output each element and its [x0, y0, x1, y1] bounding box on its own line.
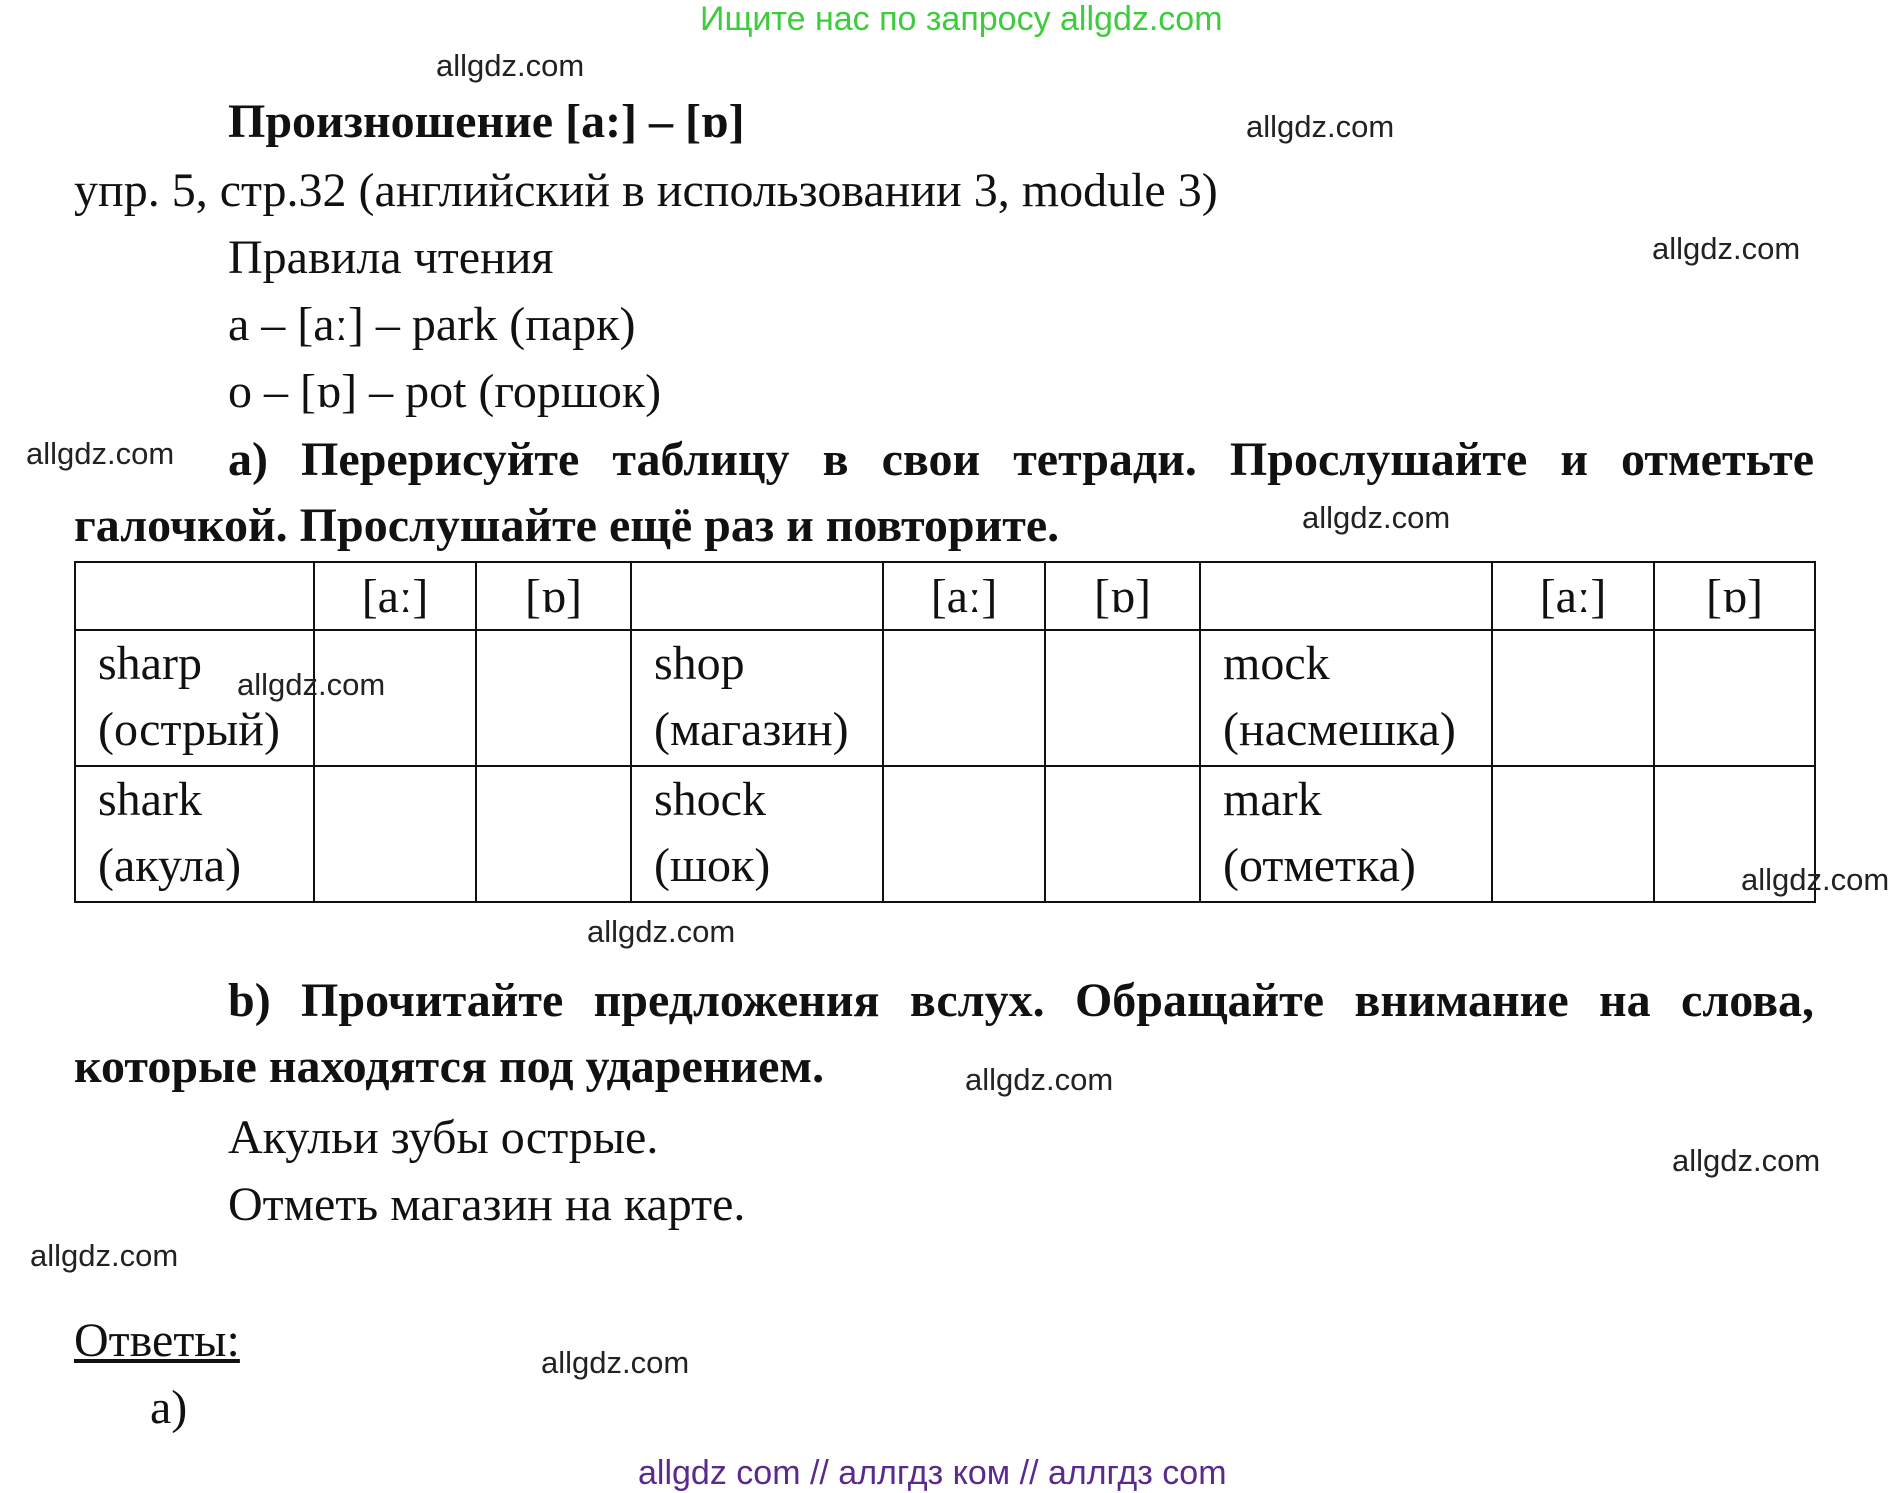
watermark: allgdz.com: [587, 914, 736, 949]
check-cell-o-short[interactable]: [1045, 766, 1200, 902]
header-cell-empty: [631, 562, 883, 630]
table-header-row: [75, 562, 1815, 630]
answers-label: Ответы:: [74, 1314, 240, 1367]
check-cell-o-short[interactable]: [476, 766, 631, 902]
word-translation: (насмешка): [1223, 703, 1456, 756]
word-translation: (акула): [98, 839, 242, 892]
word-english: sharp: [98, 637, 202, 690]
word-translation: (магазин): [654, 703, 849, 756]
task-b-instructions: b) Прочитайте предложения вслух. Обращайте внимание на слова, которые находятся под ударением.: [74, 974, 1814, 1093]
sentence-2: Отметь магазин на карте.: [228, 1178, 746, 1231]
watermark: allgdz.com: [237, 667, 386, 702]
word-cell: [1200, 766, 1492, 902]
word-english: mark: [1223, 773, 1322, 826]
word-english: shop: [654, 637, 745, 690]
header-cell-a-long: [aː]: [1492, 562, 1654, 630]
table-row: [75, 766, 1815, 902]
check-cell-o-short[interactable]: [476, 630, 631, 766]
watermark: allgdz.com: [541, 1345, 690, 1380]
phonetics-table: [74, 561, 1816, 903]
header-cell-empty: [1200, 562, 1492, 630]
word-english: mock: [1223, 637, 1330, 690]
check-cell-o-short[interactable]: [1654, 630, 1815, 766]
word-translation: (отметка): [1223, 839, 1416, 892]
word-cell: [1200, 630, 1492, 766]
watermark: allgdz.com: [1302, 500, 1451, 535]
rules-heading: Правила чтения: [228, 231, 554, 284]
sentence-1: Акульи зубы острые.: [228, 1111, 659, 1164]
word-english: shock: [654, 773, 766, 826]
check-cell-a-long[interactable]: [883, 630, 1045, 766]
check-cell-a-long[interactable]: [1492, 766, 1654, 902]
check-cell-o-short[interactable]: [1045, 630, 1200, 766]
check-cell-a-long[interactable]: [883, 766, 1045, 902]
bottom-banner[interactable]: allgdz com // аллгдз ком // аллгдз com: [638, 1454, 1227, 1492]
header-cell-o-short: [ɒ]: [1654, 562, 1815, 630]
word-translation: (шок): [654, 839, 771, 892]
watermark: allgdz.com: [965, 1062, 1114, 1097]
watermark: allgdz.com: [1246, 109, 1395, 144]
rule-line-o: o – [ɒ] – pot (горшок): [228, 365, 662, 418]
watermark: allgdz.com: [1652, 231, 1801, 266]
watermark: allgdz.com: [30, 1238, 179, 1273]
answers-part-a: а): [150, 1381, 188, 1434]
header-cell-a-long: [aː]: [883, 562, 1045, 630]
word-translation: (острый): [98, 703, 280, 756]
top-banner[interactable]: Ищите нас по запросу allgdz.com: [700, 0, 1223, 38]
rule-line-a: a – [aː] – park (парк): [228, 298, 636, 351]
header-cell-o-short: [ɒ]: [476, 562, 631, 630]
task-a-instructions: a) Перерисуйте таблицу в свои тетради. Прослушайте и отметьте галочкой. Прослушайте ещё раз и повторите.: [74, 433, 1814, 552]
exercise-reference: упр. 5, стр.32 (английский в использовании 3, module 3): [74, 164, 1218, 217]
check-cell-a-long[interactable]: [1492, 630, 1654, 766]
word-cell: [631, 630, 883, 766]
check-cell-a-long[interactable]: [314, 766, 476, 902]
page-title: Произношение [a:] – [ɒ]: [228, 95, 745, 148]
word-english: shark: [98, 773, 202, 826]
header-cell-empty: [75, 562, 314, 630]
word-cell: [631, 766, 883, 902]
watermark: allgdz.com: [1672, 1143, 1821, 1178]
word-cell: [75, 766, 314, 902]
watermark: allgdz.com: [26, 436, 175, 471]
header-cell-a-long: [aː]: [314, 562, 476, 630]
watermark: allgdz.com: [436, 48, 585, 83]
watermark: allgdz.com: [1741, 862, 1890, 897]
header-cell-o-short: [ɒ]: [1045, 562, 1200, 630]
